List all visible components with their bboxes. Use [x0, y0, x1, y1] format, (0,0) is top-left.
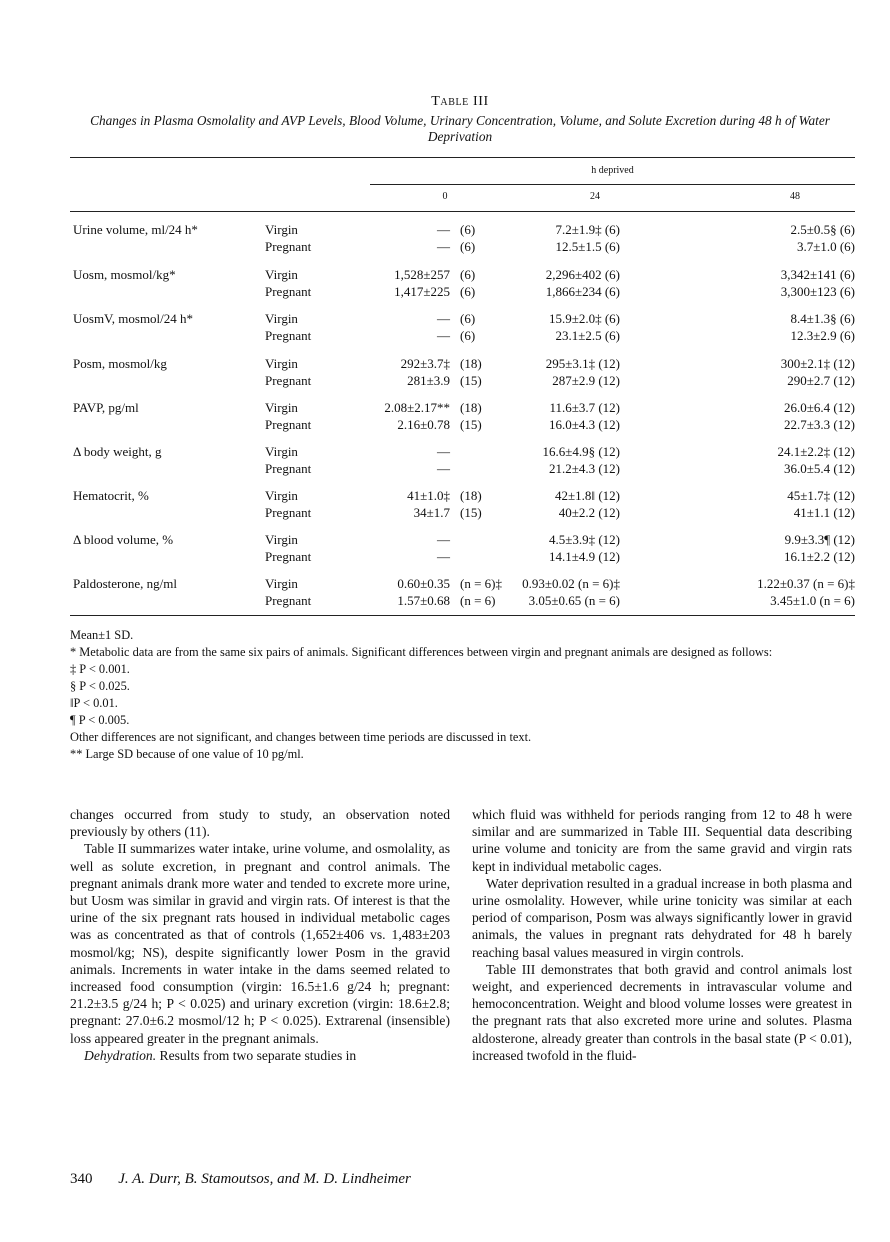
row-group: Virgin — [265, 488, 298, 503]
row-group: Pregnant — [265, 593, 312, 608]
value-48h: 36.0±5.4 (12) — [783, 461, 855, 476]
value-0h: 2.08±2.17** — [384, 400, 450, 415]
note-double-asterisk: ** Large SD because of one value of 10 pg/ml. — [70, 747, 304, 761]
value-0h: — — [437, 239, 450, 254]
row-group: Virgin — [265, 576, 298, 591]
row-group: Pregnant — [265, 373, 312, 388]
value-48h: 24.1±2.2‡ (12) — [777, 444, 855, 459]
table-row — [70, 221, 860, 239]
paragraph: Table II summarizes water intake, urine volume, and osmolality, as well as solute excretion, in pregnant and control animals. The pregnant animals drank more water and tended to excrete more urine, but Uosm was similar in gravid and virgin rats. Of interest is that the urine of the six pregnant rats housed in individual metabolic cages was as concentrated as that of controls (1,652±406 vs. 1,483±203 mosmol/kg; NS), despite significantly lower Posm in the gravid animals. Increments in water intake in the dams seemed related to increased food consumption (virgin: 16.5±1.6 g/24 h; pregnant: 21.2±3.5 g/24 h; P < 0.025) and urinary excretion (virgin: 18.6±2.8; pregnant: 27.0±6.2 mosmol/12 h; P < 0.025). Extrarenal (insensible) loss appeared greater in the pregnant animals. — [70, 841, 450, 1046]
value-48h: 9.9±3.3¶ (12) — [784, 532, 855, 547]
value-0h: — — [437, 222, 450, 237]
value-48h: 2.5±0.5§ (6) — [790, 222, 855, 237]
value-48h: 3,300±123 (6) — [780, 284, 855, 299]
value-0h: — — [437, 311, 450, 326]
row-group: Virgin — [265, 400, 298, 415]
table-row — [70, 355, 860, 373]
authors: J. A. Durr, B. Stamoutsos, and M. D. Lindheimer — [118, 1171, 411, 1187]
paragraph-text: Results from two separate studies in — [156, 1047, 357, 1063]
value-48h: 22.7±3.3 (12) — [783, 417, 855, 432]
value-0h: 0.60±0.35 — [397, 576, 450, 591]
column-header-0: 0 — [442, 191, 448, 202]
value-0h: 1,528±257 — [394, 267, 450, 282]
bottom-rule — [70, 615, 855, 616]
note-other: Other differences are not significant, and changes between time periods are discussed in text. — [70, 730, 532, 744]
row-parameter: Posm, mosmol/kg — [73, 356, 167, 371]
run-in-heading: Dehydration. — [84, 1047, 157, 1063]
table-row — [70, 487, 860, 505]
body-left-column — [70, 806, 450, 1064]
count-0h: (6) — [460, 328, 476, 343]
table-notes — [70, 627, 855, 763]
row-group: Virgin — [265, 267, 298, 282]
note-p005: ¶ P < 0.005. — [70, 713, 130, 727]
value-24h: 0.93±0.02 (n = 6)‡ — [522, 576, 620, 591]
value-24h: 3.05±0.65 (n = 6) — [528, 593, 620, 608]
table-row — [70, 416, 860, 434]
table-row — [70, 460, 860, 478]
count-0h: (15) — [460, 417, 482, 432]
note-p01: ǁP < 0.01. — [70, 696, 118, 710]
column-header-48: 48 — [790, 191, 800, 202]
row-parameter: Paldosterone, ng/ml — [73, 576, 177, 591]
value-24h: 2,296±402 (6) — [545, 267, 620, 282]
value-0h: — — [437, 532, 450, 547]
table-row — [70, 327, 860, 345]
page-number: 340 — [70, 1171, 93, 1187]
note-mean: Mean±1 SD. — [70, 628, 134, 642]
value-48h: 3.7±1.0 (6) — [796, 239, 855, 254]
row-parameter: Hematocrit, % — [73, 488, 149, 503]
value-0h: — — [437, 328, 450, 343]
table-row — [70, 504, 860, 522]
top-rule — [70, 157, 855, 158]
value-0h: 292±3.7‡ — [400, 356, 450, 371]
row-group: Virgin — [265, 311, 298, 326]
value-24h: 7.2±1.9‡ (6) — [555, 222, 620, 237]
count-0h: (15) — [460, 505, 482, 520]
note-asterisk: * Metabolic data are from the same six pairs of animals. Significant differences between virgin and pregnant animals are designed as follows: — [70, 645, 773, 659]
table-row — [70, 310, 860, 328]
value-48h: 41±1.1 (12) — [793, 505, 855, 520]
table-row — [70, 548, 860, 566]
header-group-rule — [370, 184, 855, 185]
row-group: Pregnant — [265, 284, 312, 299]
value-0h: — — [437, 549, 450, 564]
count-0h: (6) — [460, 222, 476, 237]
count-0h: (6) — [460, 239, 476, 254]
row-parameter: Δ body weight, g — [73, 444, 162, 459]
value-24h: 12.5±1.5 (6) — [555, 239, 620, 254]
value-48h: 45±1.7‡ (12) — [787, 488, 855, 503]
count-0h: (6) — [460, 284, 476, 299]
paragraph: Water deprivation resulted in a gradual increase in both plasma and urine osmolality. However, while urine tonicity was similar at each period of comparison, Posm was always significantly lower in gravid animals, the values in pregnant rats dehydrated for 48 h barely reaching basal values measured in virgin controls. — [472, 875, 852, 960]
value-48h: 8.4±1.3§ (6) — [790, 311, 855, 326]
row-group: Virgin — [265, 356, 298, 371]
count-0h: (15) — [460, 373, 482, 388]
row-group: Pregnant — [265, 461, 312, 476]
value-24h: 21.2±4.3 (12) — [548, 461, 620, 476]
value-0h: 1,417±225 — [394, 284, 450, 299]
count-0h: (18) — [460, 356, 482, 371]
value-0h: 1.57±0.68 — [397, 593, 450, 608]
value-0h: 34±1.7 — [413, 505, 450, 520]
count-0h: (6) — [460, 267, 476, 282]
paragraph — [70, 1047, 450, 1064]
table-row — [70, 372, 860, 390]
row-parameter: Uosm, mosmol/kg* — [73, 267, 176, 282]
value-0h: 2.16±0.78 — [397, 417, 450, 432]
row-parameter: Urine volume, ml/24 h* — [73, 222, 198, 237]
table-row — [70, 283, 860, 301]
value-0h: — — [437, 461, 450, 476]
row-group: Pregnant — [265, 239, 312, 254]
table-row — [70, 443, 860, 461]
row-group: Pregnant — [265, 328, 312, 343]
header-group-label: h deprived — [591, 165, 634, 176]
row-parameter: Δ blood volume, % — [73, 532, 174, 547]
value-48h: 3.45±1.0 (n = 6) — [770, 593, 855, 608]
page-footer — [70, 1171, 411, 1188]
value-24h: 14.1±4.9 (12) — [548, 549, 620, 564]
table-row — [70, 531, 860, 549]
count-0h: (n = 6)‡ — [460, 576, 502, 591]
table-title: Table III — [431, 94, 489, 109]
value-24h: 295±3.1‡ (12) — [545, 356, 620, 371]
row-group: Virgin — [265, 532, 298, 547]
row-parameter: PAVP, pg/ml — [73, 400, 139, 415]
value-24h: 287±2.9 (12) — [552, 373, 620, 388]
value-48h: 3,342±141 (6) — [780, 267, 855, 282]
table-row — [70, 266, 860, 284]
value-48h: 1.22±0.37 (n = 6)‡ — [757, 576, 855, 591]
value-24h: 40±2.2 (12) — [558, 505, 620, 520]
table-caption: Changes in Plasma Osmolality and AVP Levels, Blood Volume, Urinary Concentration, Volume, and Solute Excretion during 48 h of Water Deprivation — [90, 113, 830, 144]
row-parameter: UosmV, mosmol/24 h* — [73, 311, 194, 326]
value-48h: 300±2.1‡ (12) — [780, 356, 855, 371]
note-p001: ‡ P < 0.001. — [70, 662, 130, 676]
value-24h: 42±1.8ǁ (12) — [555, 488, 620, 503]
count-0h: (18) — [460, 400, 482, 415]
paragraph: changes occurred from study to study, an observation noted previously by others (11). — [70, 807, 450, 840]
value-48h: 12.3±2.9 (6) — [790, 328, 855, 343]
value-48h: 290±2.7 (12) — [787, 373, 855, 388]
value-48h: 26.0±6.4 (12) — [783, 400, 855, 415]
body-right-column — [472, 806, 852, 1064]
value-0h: 281±3.9 — [407, 373, 450, 388]
value-24h: 4.5±3.9‡ (12) — [548, 532, 620, 547]
paragraph: which fluid was withheld for periods ranging from 12 to 48 h were similar and are summarized in Table III. Sequential data describing urine volume and tonicity are from the same gravid and virgin rats kept in individual metabolic cages. — [472, 807, 852, 874]
row-group: Pregnant — [265, 417, 312, 432]
value-24h: 15.9±2.0‡ (6) — [548, 311, 620, 326]
paragraph: Table III demonstrates that both gravid and control animals lost weight, and experienced decrements in intravascular volume and hemoconcentration. Weight and blood volume losses were greatest in the pregnant rats that also excreted more urine and solutes. Plasma aldosterone, already greater than controls in the basal state (P < 0.01), increased twofold in the fluid- — [472, 961, 852, 1063]
row-group: Virgin — [265, 444, 298, 459]
count-0h: (n = 6) — [460, 593, 496, 608]
value-24h: 23.1±2.5 (6) — [555, 328, 620, 343]
column-header-24: 24 — [590, 191, 600, 202]
value-0h: 41±1.0‡ — [407, 488, 450, 503]
row-group: Pregnant — [265, 549, 312, 564]
table-row — [70, 238, 860, 256]
value-24h: 16.0±4.3 (12) — [548, 417, 620, 432]
value-24h: 16.6±4.9§ (12) — [542, 444, 620, 459]
value-48h: 16.1±2.2 (12) — [783, 549, 855, 564]
table-row — [70, 399, 860, 417]
table-row — [70, 575, 860, 593]
table-row — [70, 592, 860, 610]
count-0h: (18) — [460, 488, 482, 503]
header-rule — [70, 211, 855, 212]
value-24h: 1,866±234 (6) — [545, 284, 620, 299]
note-p025: § P < 0.025. — [70, 679, 130, 693]
count-0h: (6) — [460, 311, 476, 326]
value-24h: 11.6±3.7 (12) — [549, 400, 620, 415]
value-0h: — — [437, 444, 450, 459]
row-group: Pregnant — [265, 505, 312, 520]
row-group: Virgin — [265, 222, 298, 237]
